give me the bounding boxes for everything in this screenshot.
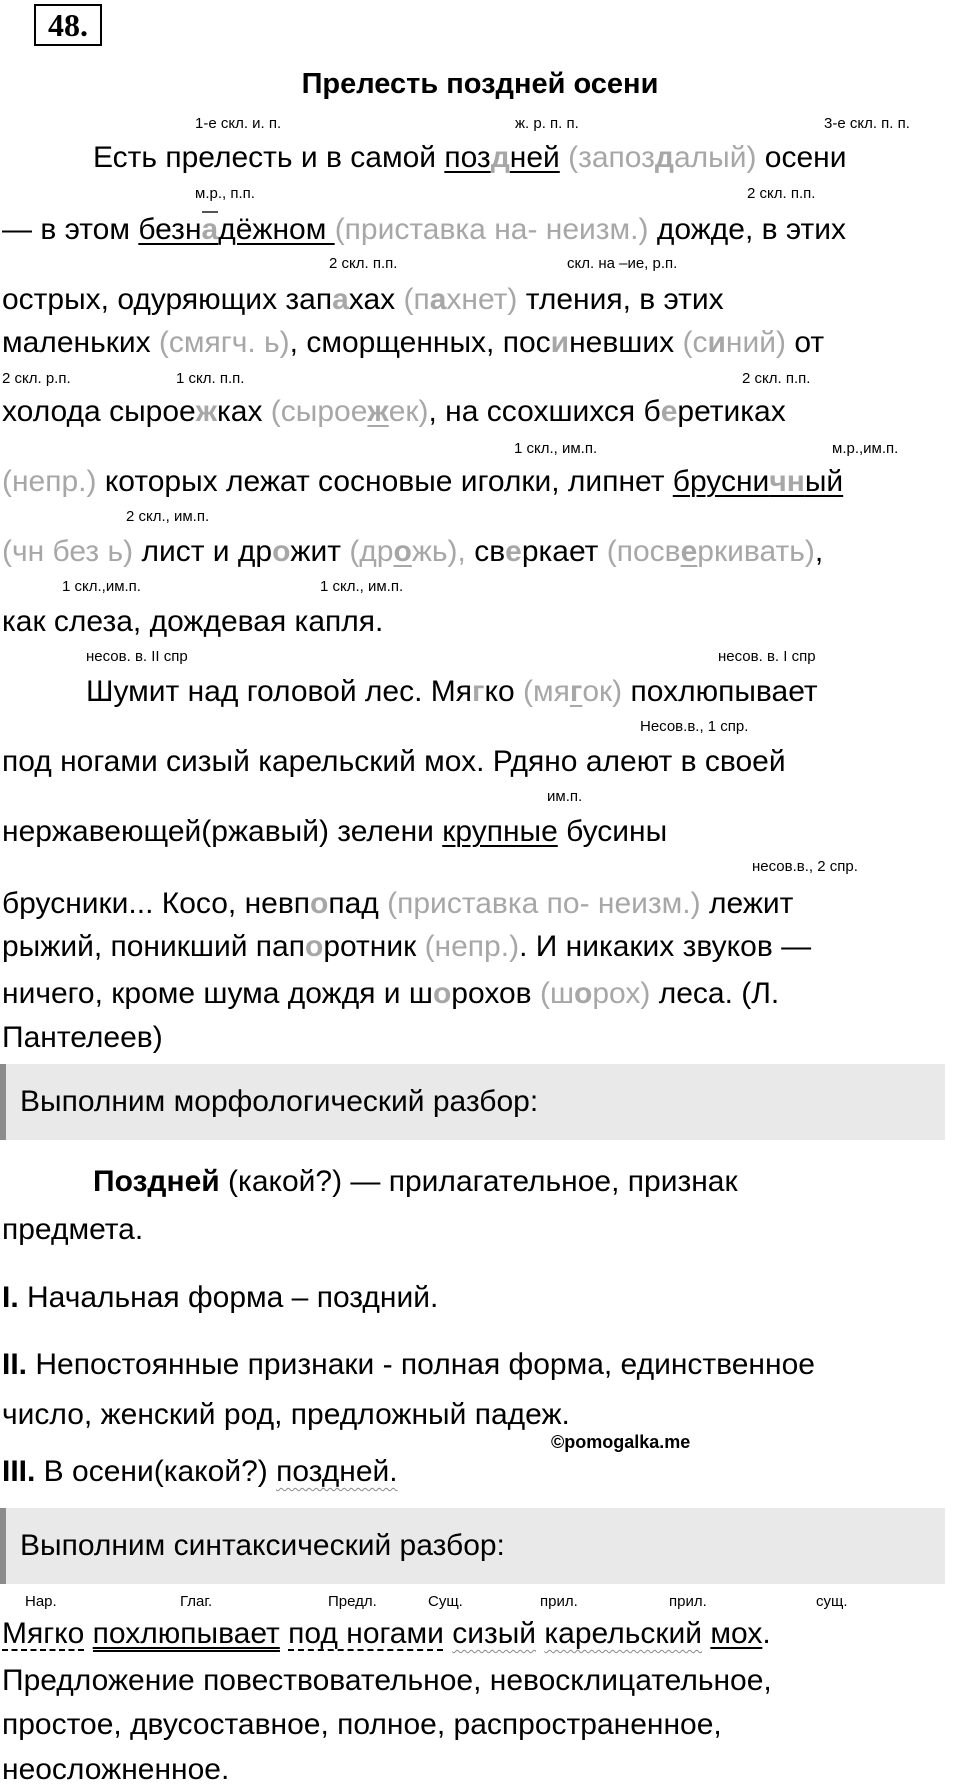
morph-banner: Выполним морфологический разбор: <box>0 1064 945 1140</box>
annotation: 1 скл. п.п. <box>176 370 245 387</box>
watermark: ©pomogalka.me <box>551 1432 691 1452</box>
annotation: Несов.в., 1 спр. <box>640 718 749 735</box>
word-label: Глаг. <box>180 1593 213 1610</box>
morph-paragraph: Поздней (какой?) — прилагательное, признак <box>93 1165 738 1198</box>
annotation: ж. р. п. п. <box>515 115 579 132</box>
annotation: 2 скл., им.п. <box>126 508 210 525</box>
word-label: Нар. <box>25 1593 57 1610</box>
annotation: несов.в., 2 спр. <box>752 858 858 875</box>
annotation: 2 скл. п.п. <box>747 185 816 202</box>
annotation: 1 скл., им.п. <box>320 578 404 595</box>
annotation: 3-е скл. п. п. <box>824 115 910 132</box>
word-label: сущ. <box>816 1593 848 1610</box>
morph-item-ii-line2: число, женский род, предложный падеж. <box>2 1398 570 1431</box>
word-label: Сущ. <box>428 1593 463 1610</box>
annotation: несов. в. II спр <box>86 648 188 665</box>
text-line-14: ничего, кроме шума дождя и шорохов (шорох) леса. (Л. <box>2 977 780 1010</box>
synt-line-3: простое, двусоставное, полное, распространенное, <box>2 1708 722 1741</box>
annotation: м.р.,им.п. <box>832 440 899 457</box>
text-line-3: острых, одуряющих запахах (пахнет) тления, в этих <box>2 283 724 316</box>
annotation: скл. на –ие, р.п. <box>567 255 678 272</box>
exercise-number: 48. <box>34 4 102 46</box>
synt-line-2: Предложение повествовательное, невосклицательное, <box>2 1664 772 1697</box>
morph-item-i: I. Начальная форма – поздний. <box>2 1281 439 1314</box>
text-line-1: Есть прелесть и в самой поздней (запоздалый) осени <box>93 141 847 174</box>
annotation: 2 скл. р.п. <box>2 370 71 387</box>
annotation: 1 скл.,им.п. <box>62 578 141 595</box>
text-line-2: — в этом безнадёжном (приставка на- неизм.) дожде, в этих <box>2 213 847 246</box>
morph-item-iii: III. В осени(какой?) поздней. <box>2 1455 398 1488</box>
annotation: 1-е скл. и. п. <box>195 115 282 132</box>
text-line-5: холода сыроeжках (сыроeжек), на ссохшихся беретиках <box>2 395 786 428</box>
text-line-10: под ногами сизый карельский мох. Рдяно алеют в своей <box>2 745 786 778</box>
text-title: Прелесть поздней осени <box>301 68 659 100</box>
synt-sentence: Мягко похлюпывает под ногами сизый карельский мох. <box>2 1617 771 1650</box>
text-line-13: рыжий, поникший папоротник (непр.). И никаких звуков — <box>2 930 812 963</box>
annotation: 2 скл. п.п. <box>742 370 811 387</box>
morph-paragraph-line2: предмета. <box>2 1213 144 1246</box>
annotation: 2 скл. п.п. <box>329 255 398 272</box>
text-line-12: брусники... Косо, невпопад (приставка по- неизм.) лежит <box>2 887 794 920</box>
text-line-15: Пантелеев) <box>2 1021 163 1054</box>
annotation: 1 скл., им.п. <box>514 440 598 457</box>
text-line-11: нержавеющей(ржавый) зелени крупные бусины <box>2 815 668 848</box>
word-label: прил. <box>540 1593 578 1610</box>
text-line-7: (чн без ь) лист и дрожит (дрожь), сверкает (посверкивать), <box>2 535 824 568</box>
word-label: Предл. <box>328 1593 377 1610</box>
text-line-6: (непр.) которых лежат сосновые иголки, липнет брусничный <box>2 465 844 498</box>
text-line-9: Шумит над головой лес. Мягко (мягок) похлюпывает <box>86 675 818 708</box>
text-line-4: маленьких (смягч. ь), сморщенных, посиневших (синий) от <box>2 326 825 359</box>
synt-line-4: неосложненное. <box>2 1753 230 1786</box>
annotation: м.р., п.п. <box>195 185 255 202</box>
morph-item-ii: II. Непостоянные признаки - полная форма, единственное <box>2 1348 815 1381</box>
annotation: несов. в. I спр <box>718 648 816 665</box>
word-label: прил. <box>669 1593 707 1610</box>
synt-banner: Выполним синтаксический разбор: <box>0 1508 945 1584</box>
text-line-8: как слеза, дождевая капля. <box>2 605 384 638</box>
annotation: им.п. <box>547 788 583 805</box>
